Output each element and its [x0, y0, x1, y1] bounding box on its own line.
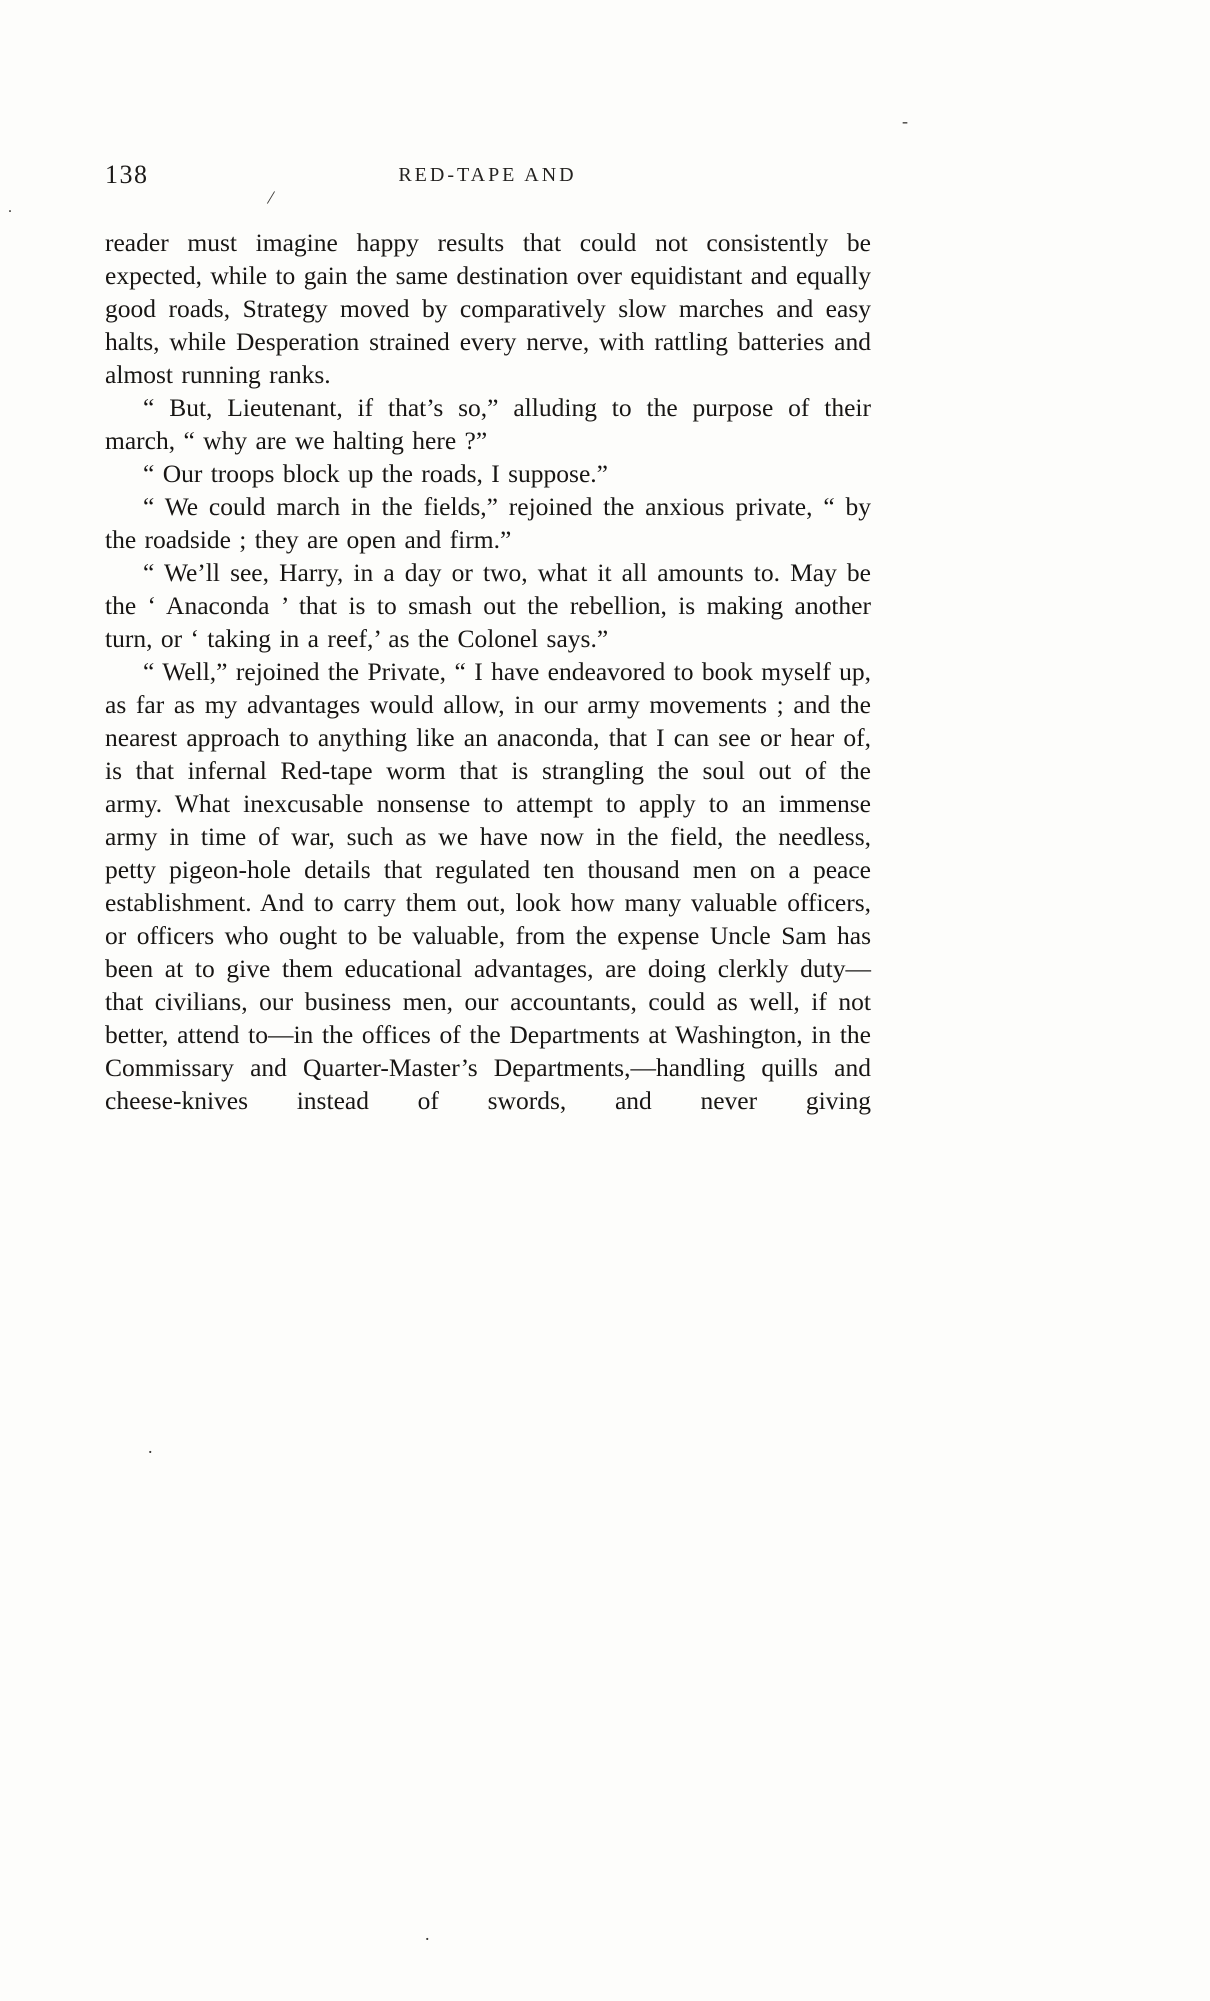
paragraph-dialogue: “ We’ll see, Harry, in a day or two, what it all amounts to. May be the ‘ Anaconda ’ that is to smash out the rebellion, is making another turn, or ‘ taking in a reef,’ as the Colonel says.”: [105, 558, 871, 653]
scan-artifact: .: [8, 199, 12, 216]
paragraph-dialogue: “ We could march in the fields,” rejoined the anxious private, “ by the roadside ; they are open and firm.”: [105, 492, 871, 554]
scan-artifact: .: [425, 1924, 430, 1944]
page-header: [105, 158, 870, 192]
paragraph-continuation: reader must imagine happy results that could not consistently be expected, while to gain the same destination over equidistant and equally good roads, Strategy moved by comparatively slow marches and easy halts, while Desperation strained every nerve, with rattling batteries and almost running ranks.: [105, 228, 871, 389]
scan-artifact: .: [148, 1437, 153, 1457]
page-body: [105, 226, 871, 1117]
paragraph-dialogue: “ Well,” rejoined the Private, “ I have endeavored to book myself up, as far as my advantages would allow, in our army movements ; and the nearest approach to anything like an anaconda, that I can see or hear of, is that infernal Red-tape worm that is strangling the soul out of the army. What inexcusable nonsense to attempt to apply to an immense army in time of war, such as we have now in the field, the needless, petty pigeon-hole details that regulated ten thousand men on a peace establishment. And to carry them out, look how many valuable officers, or officers who ought to be valuable, from the expense Uncle Sam has been at to give them educational advantages, are doing clerkly duty—that civilians, our business men, our accountants, could as well, if not better, attend to—in the offices of the Departments at Washington, in the Commissary and Quarter-Master’s Departments,—handling quills and cheese-knives instead of swords, and never giving: [105, 657, 871, 1115]
running-title: RED-TAPE AND: [398, 164, 577, 186]
page-number: 138: [105, 160, 149, 189]
paragraph-dialogue: “ Our troops block up the roads, I suppose.”: [143, 459, 608, 488]
scan-artifact: /: [265, 186, 276, 210]
paragraph-dialogue: “ But, Lieutenant, if that’s so,” alluding to the purpose of their march, “ why are we halting here ?”: [105, 393, 871, 455]
scan-artifact: -: [902, 111, 908, 131]
